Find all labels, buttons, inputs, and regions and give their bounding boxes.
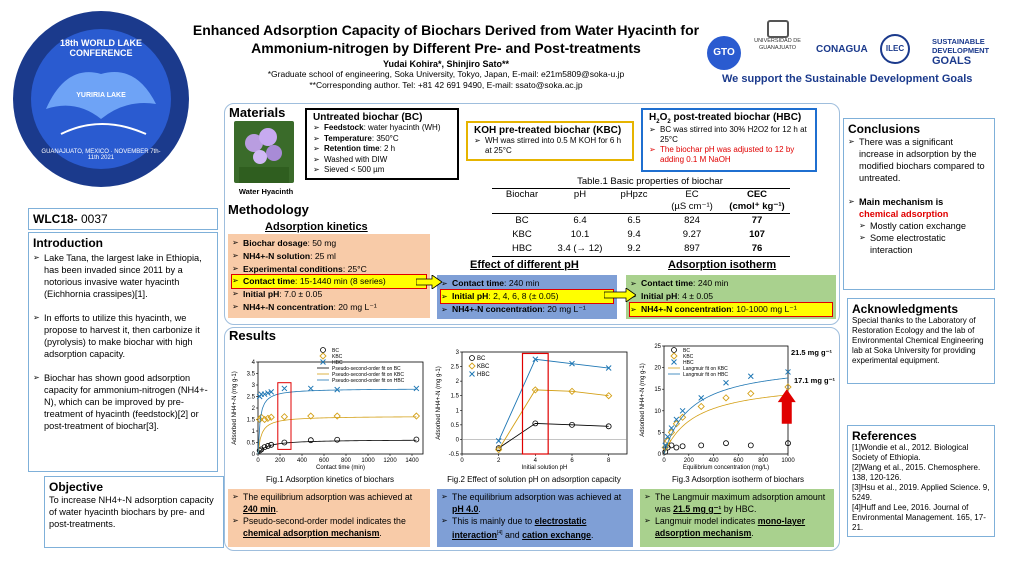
arrow-icon: [604, 288, 636, 302]
fit-line: [664, 378, 788, 454]
bc-item: [313, 155, 451, 166]
table1-header: CEC: [746, 189, 768, 200]
table1-header: pHpzc: [620, 189, 648, 200]
ph-item: [441, 303, 613, 316]
fig1-chart: [228, 340, 428, 475]
data-point: [748, 374, 753, 379]
data-point: [282, 440, 287, 445]
legend-marker: [320, 353, 326, 359]
table1-cell: 10.1: [570, 229, 590, 240]
result-box-2: [437, 489, 633, 547]
sdg-logo: [932, 38, 989, 67]
kinetics-item-key: Contact time: [243, 276, 296, 287]
kinetics-item: [232, 250, 426, 263]
acknowledgments-title: Acknowledgments: [852, 302, 959, 316]
x-tick-label: 1400: [405, 458, 419, 464]
fig2-caption: Fig.2 Effect of solution pH on adsorption capacity: [447, 475, 621, 484]
table1-cell: 9.2: [627, 243, 641, 254]
reference-item: [4]Huff and Lee, 2016. Journal of Environmental Management. 165, 17-21.: [852, 503, 986, 532]
y-tick-label: 25: [654, 344, 661, 350]
kinetics-item-value: : 15-1440 min (8 series): [295, 276, 386, 287]
hbc-item: ➢ The biochar pH was adjusted to 12 by adding 0.1 M NaOH: [649, 145, 809, 165]
legend-marker: [672, 360, 677, 365]
kinetics-item: [232, 263, 426, 276]
objective-title: Objective: [49, 480, 104, 494]
annotation-kbc: 17.1 mg g⁻¹: [794, 376, 836, 386]
legend-label: KBC: [477, 364, 490, 370]
fit-line: [258, 417, 416, 454]
y-tick-label: 10: [654, 408, 661, 415]
ph-item-key: Initial pH: [452, 291, 489, 301]
table1-caption: Table.1 Basic properties of biochar: [577, 176, 723, 187]
data-point: [268, 414, 274, 420]
y-tick-label: 15: [654, 387, 661, 394]
fig3-chart: [636, 340, 840, 475]
kinetics-item-key: NH4+-N solution: [243, 250, 311, 261]
table1-cell: 897: [684, 243, 700, 254]
series-line: [499, 359, 609, 441]
sdg-support-text: We support the Sustainable Development Goals: [722, 73, 973, 85]
kinetics-item-value: : 7.0 ± 0.05: [279, 289, 323, 300]
kinetics-box: [228, 234, 430, 318]
x-tick-label: 400: [296, 458, 308, 464]
conclusion-item: ➢ There was a significant increase in adsorption by the modified biochars compared to untreated.: [848, 136, 990, 184]
x-axis-label: Equilibrium concentration (mg/L): [682, 465, 770, 471]
up-arrow-icon: [778, 389, 796, 424]
x-tick-label: 1000: [781, 458, 795, 464]
series-line: [499, 423, 609, 448]
mechanism-sub-item: ➢ Mostly cation exchange: [859, 220, 990, 232]
isotherm-item-value: : 240 min: [693, 278, 729, 288]
result-2-item: ➢ The equilibrium adsorption was achieved at pH 4.0.: [441, 491, 629, 515]
table1-cell: KBC: [512, 229, 532, 240]
mechanism-sub-item: ➢ Some electrostatic interaction: [859, 232, 990, 256]
x-tick-label: 4: [533, 458, 538, 464]
bc-title: Untreated biochar (BC): [313, 112, 423, 123]
isotherm-item: [630, 290, 832, 303]
data-point: [699, 395, 704, 400]
isotherm-item: [630, 277, 832, 290]
x-axis-label: Contact time (min): [315, 465, 366, 471]
y-tick-label: 3.5: [246, 371, 255, 378]
result-1-item: ➢ Pseudo-second-order model indicates the chemical adsorption mechanism.: [232, 515, 426, 539]
table1-header: pH: [573, 189, 587, 200]
references-title: References: [852, 429, 917, 443]
bc-item: [313, 165, 451, 176]
y-tick-label: 1: [455, 408, 459, 415]
reference-item: [2]Wang et al., 2015. Chemosphere. 138, 120-126.: [852, 463, 981, 482]
kinetics-item-value: : 25 ml: [310, 250, 336, 261]
result-3-item: ➢ Langmuir model indicates mono-layer adsorption mechanism.: [644, 515, 830, 539]
ph-item: [441, 277, 613, 290]
fit-line: [258, 389, 416, 454]
photo-caption: Water Hyacinth: [238, 187, 294, 196]
kinetics-item: [232, 288, 426, 301]
annotation-hbc: 21.5 mg g⁻¹: [791, 348, 833, 358]
x-tick-label: 200: [683, 458, 694, 464]
kinetics-item-key: Experimental conditions: [243, 263, 343, 274]
data-point: [699, 443, 704, 448]
data-point: [724, 380, 729, 385]
legend-marker: [470, 356, 475, 361]
sdg-logo-line2: DEVELOPMENT: [932, 45, 990, 55]
result-3-item: ➢ The Langmuir maximum adsorption amount was 21.5 mg g⁻¹ by HBC.: [644, 491, 830, 515]
ilec-logo: ILEC: [880, 34, 910, 64]
table1-cell: 77: [751, 215, 763, 226]
bc-item: [313, 144, 451, 155]
result-box-3: [640, 489, 834, 547]
materials-title: Materials: [229, 105, 286, 120]
intro-item: ➢ Lake Tana, the largest lake in Ethiopia, has been invaded since 2011 by a notorious invasive water hyacinth (Eichhornia crassipes)[1].: [33, 252, 213, 300]
table1-cell: 9.27: [682, 229, 702, 240]
bc-item: [313, 134, 451, 145]
isotherm-item-key: Contact time: [641, 278, 694, 288]
fig2-chart: [432, 340, 632, 475]
legend-marker: [672, 348, 677, 353]
mechanism-value: chemical adsorption: [859, 209, 949, 219]
acknowledgments-box: [847, 298, 995, 384]
ug-logo-text: UNIVERSIDAD DE GUANAJUATO: [754, 38, 801, 51]
bc-item-value: : water hyacinth (WH): [363, 123, 441, 132]
poster-title-line1: Enhanced Adsorption Capacity of Biochars Derived from Water Hyacinth for: [192, 22, 700, 38]
legend-label: KBC: [683, 354, 694, 360]
y-tick-label: 0: [251, 452, 255, 458]
ph-item-key: Contact time: [452, 278, 505, 288]
bc-item-key: Feedstock: [324, 123, 364, 132]
y-tick-label: 2: [455, 379, 459, 386]
table1-cell: 107: [749, 229, 765, 240]
bc-item-value: : 350°C: [371, 133, 399, 143]
y-tick-label: 4: [251, 360, 255, 366]
legend-label: HBC: [477, 372, 490, 378]
isotherm-item-key: NH4+-N concentration: [641, 304, 732, 314]
kinetics-item-value: : 20 mg L⁻¹: [333, 301, 377, 312]
legend-label: KBC: [332, 354, 343, 360]
x-tick-label: 200: [274, 458, 286, 464]
y-tick-label: 0.5: [450, 422, 459, 429]
data-point: [414, 386, 419, 391]
fit-line: [664, 395, 788, 454]
kbc-item: ➢ WH was stirred into 0.5 M KOH for 6 h at 25°C: [474, 136, 626, 156]
table1-cell: 824: [684, 215, 700, 226]
data-point: [698, 403, 704, 409]
x-tick-label: 0: [256, 458, 260, 464]
table1-cell: 76: [751, 243, 763, 254]
intro-item: ➢ Biochar has shown good adsorption capacity for ammonium-nitrogen (NH4+-N), which can be improved by pre-treatment of hyacinth (feedstock)[2] or post-treatment of biochar[3].: [33, 372, 213, 432]
kinetics-item: [232, 237, 426, 250]
data-point: [265, 415, 271, 421]
ph-item-value: : 240 min: [504, 278, 540, 288]
legend-label: BC: [477, 356, 486, 362]
kinetics-item-key: Initial pH: [243, 289, 280, 300]
fig1-caption: Fig.1 Adsorption kinetics of biochars: [265, 475, 395, 484]
kinetics-title: Adsorption kinetics: [265, 221, 368, 233]
data-point: [669, 443, 674, 448]
conagua-logo: CONAGUA: [816, 44, 868, 55]
table1-cell: 3.4 (→ 12): [557, 243, 603, 254]
y-tick-label: 1: [251, 429, 255, 435]
gto-logo: GTO: [707, 36, 741, 70]
conference-logo-title: 18th WORLD LAKE CONFERENCE: [60, 38, 142, 58]
hbc-item: ➢ BC was stirred into 30% H2O2 for 12 h at 25°C: [649, 125, 809, 145]
isotherm-item: [630, 303, 832, 316]
y-tick-label: 2.5: [246, 394, 255, 401]
data-point: [680, 408, 685, 413]
kinetics-item: [232, 275, 426, 288]
y-tick-label: 3: [251, 383, 255, 389]
y-tick-label: 0: [455, 437, 459, 444]
legend-marker: [671, 353, 677, 359]
kinetics-item-key: NH4+-N concentration: [243, 301, 334, 312]
isotherm-item-value: : 4 ± 0.05: [677, 291, 714, 301]
legend-label: Langmuir fit on HBC: [683, 372, 729, 378]
ph-item-key: NH4+-N concentration: [452, 304, 543, 314]
legend-label: HBC: [332, 360, 343, 366]
legend-marker: [469, 363, 475, 369]
x-axis-label: Initial solution pH: [521, 465, 568, 471]
kinetics-item: [232, 301, 426, 314]
legend-label: HBC: [683, 360, 694, 366]
arrow-icon: [416, 275, 442, 289]
data-point: [281, 414, 287, 420]
legend-label: Langmuir fit on KBC: [683, 366, 728, 372]
x-tick-label: 1000: [361, 458, 375, 464]
legend-marker: [321, 348, 326, 353]
result-2-item: ➢ This is mainly due to electrostatic interaction[4] and cation exchange.: [441, 515, 629, 541]
data-point: [308, 386, 313, 391]
result-box-1: [228, 489, 430, 547]
y-tick-label: 2.5: [450, 364, 459, 371]
kinetics-item-key: Biochar dosage: [243, 238, 308, 248]
y-axis-label: Adsorbed NH4+-N (mg g-1): [436, 366, 442, 440]
methodology-title: Methodology: [228, 202, 309, 217]
x-tick-label: 0: [662, 458, 666, 464]
conference-logo: [6, 4, 196, 194]
y-axis-label: Adsorbed NH4+-N (mg g-1): [232, 371, 238, 445]
data-point: [724, 441, 729, 446]
table1-header: Biochar: [505, 189, 539, 200]
sdg-logo-line3: GOALS: [932, 55, 972, 67]
data-point: [748, 443, 753, 448]
isotherm-item-key: Initial pH: [641, 291, 678, 301]
legend-label: BC: [683, 348, 690, 354]
x-tick-label: 0: [460, 458, 464, 464]
isotherm-title: Adsorption isotherm: [668, 259, 777, 271]
intro-item: ➢ In efforts to utilize this hyacinth, we propose to harvest it, then carbonize it (pyrolysis) to make biochar with high adsorption capacity.: [33, 312, 213, 360]
mechanism-item: [848, 196, 990, 220]
ph-item-value: : 2, 4, 6, 8 (± 0.05): [488, 291, 559, 301]
bc-box: [305, 108, 459, 180]
x-tick-label: 1200: [383, 458, 397, 464]
kbc-title: KOH pre-treated biochar (KBC): [474, 125, 622, 136]
y-tick-label: 5: [657, 430, 661, 437]
y-tick-label: 3: [455, 350, 459, 356]
y-tick-label: 2: [251, 406, 255, 412]
conclusions-title: Conclusions: [848, 122, 921, 136]
isotherm-item-value: : 10-1000 mg L⁻¹: [731, 304, 797, 314]
wlc-id-prefix: WLC18-: [33, 212, 78, 226]
acknowledgments-text: Special thanks to the Laboratory of Restoration Ecology and the lab of Environmental Chemical Engineering lab at Soka University for providing experimental equipment.: [852, 316, 984, 365]
bc-item-value: Sieved < 500 µm: [324, 165, 385, 174]
table1: [492, 188, 790, 257]
data-point: [335, 437, 340, 442]
data-point: [414, 437, 419, 442]
series-line: [499, 390, 609, 450]
ug-logo: [750, 20, 805, 51]
y-tick-label: -0.5: [448, 452, 459, 458]
objective-box: [44, 476, 224, 548]
wlc-id-number: 0037: [77, 212, 108, 226]
y-tick-label: 20: [654, 365, 661, 372]
ph-box: [437, 275, 617, 319]
ph-item-value: : 20 mg L⁻¹: [542, 304, 586, 314]
kbc-box: [466, 121, 634, 161]
ph-title: Effect of different pH: [470, 259, 579, 271]
x-tick-label: 800: [340, 458, 352, 464]
legend-label: Pseudo-second-order fit on HBC: [332, 378, 405, 384]
legend-label: BC: [332, 348, 339, 354]
table1-cell: 6.4: [573, 215, 587, 226]
ug-emblem-icon: [767, 20, 789, 38]
x-tick-label: 600: [733, 458, 744, 464]
legend-label: Pseudo-second-order fit on BC: [332, 366, 401, 372]
reference-item: [1]Wondie et al., 2012. Biological Society of Ethiopia.: [852, 443, 969, 462]
y-tick-label: 0.5: [246, 440, 255, 447]
ph-item: [441, 290, 613, 303]
y-tick-label: 1.5: [246, 417, 255, 424]
legend-label: Pseudo-second-order fit on KBC: [332, 372, 404, 378]
water-hyacinth-photo: [234, 121, 294, 183]
hbc-title: $H_2O_2$ post-treated biochar (HBC): [649, 112, 802, 125]
x-tick-label: 400: [708, 458, 719, 464]
conference-logo-date: GUANAJUATO, MEXICO · NOVEMBER 7th-11th 2021: [41, 149, 161, 161]
sdg-logo-line1: SUSTAINABLE: [932, 37, 985, 46]
reference-item: [3]Hsu et al., 2019. Applied Science. 9, 5249.: [852, 483, 990, 502]
data-point: [674, 445, 679, 450]
table1-cell: 9.4: [627, 229, 641, 240]
data-point: [282, 386, 287, 391]
results-title: Results: [229, 328, 276, 343]
x-tick-label: 800: [758, 458, 769, 464]
y-tick-label: 0: [657, 452, 661, 458]
legend-marker: [470, 372, 475, 377]
wlc-id-box: [28, 208, 218, 230]
bc-item-key: Retention time: [324, 144, 380, 153]
x-tick-label: 6: [570, 458, 574, 464]
result-1-item: ➢ The equilibrium adsorption was achieved at 240 min.: [232, 491, 426, 515]
fig3-caption: Fig.3 Adsorption isotherm of biochars: [671, 475, 805, 484]
bc-item-value: : 2 h: [379, 144, 396, 153]
table1-cell: HBC: [511, 243, 533, 254]
data-point: [496, 438, 501, 443]
mechanism-label: Main mechanism is: [859, 197, 944, 207]
kinetics-item-value: : 50 mg: [307, 238, 337, 248]
table1-cell: 6.5: [627, 215, 641, 226]
affiliation-1: *Graduate school of engineering, Soka University, Tokyo, Japan, E-mail: e21m5809@soka-u.jp: [267, 69, 625, 79]
affiliation-2: **Corresponding author. Tel: +81 42 691 9490, E-mail: ssato@soka.ac.jp: [309, 80, 583, 90]
bc-item-value: Washed with DIW: [324, 154, 388, 164]
poster-title-line2: Ammonium-nitrogen by Different Pre- and Post-treatments: [251, 40, 641, 56]
x-tick-label: 2: [496, 458, 501, 464]
introduction-title: Introduction: [33, 236, 103, 250]
x-tick-label: 600: [318, 458, 330, 464]
table1-cell: BC: [515, 215, 529, 226]
hbc-box: [641, 108, 817, 172]
data-point: [723, 395, 729, 401]
objective-text: To increase NH4+-N adsorption capacity of water hyacinth biochars by pre- and post-treatments.: [49, 495, 214, 529]
y-tick-label: 1.5: [450, 393, 459, 400]
authors: Yudai Kohira*, Shinjiro Sato**: [382, 59, 510, 69]
table1-unit: (cmol⁺ kg⁻¹): [729, 201, 785, 212]
data-point: [334, 413, 340, 419]
isotherm-box: [626, 275, 836, 319]
x-tick-label: 8: [606, 458, 611, 464]
table1-unit: (µS cm⁻¹): [671, 201, 713, 212]
conference-logo-lake: YURIRIA LAKE: [76, 92, 126, 99]
kinetics-item-value: : 25°C: [342, 263, 367, 274]
introduction-box: [28, 232, 218, 472]
references-box: [847, 425, 995, 537]
bc-item: [313, 123, 451, 134]
bc-item-key: Temperature: [324, 133, 372, 143]
data-point: [413, 413, 419, 419]
data-point: [680, 444, 685, 449]
conclusions-box: [843, 118, 995, 290]
table1-header: EC: [685, 189, 699, 200]
data-point: [748, 391, 754, 397]
y-axis-label: Adsorbed NH4+-N (mg g-1): [640, 363, 646, 437]
